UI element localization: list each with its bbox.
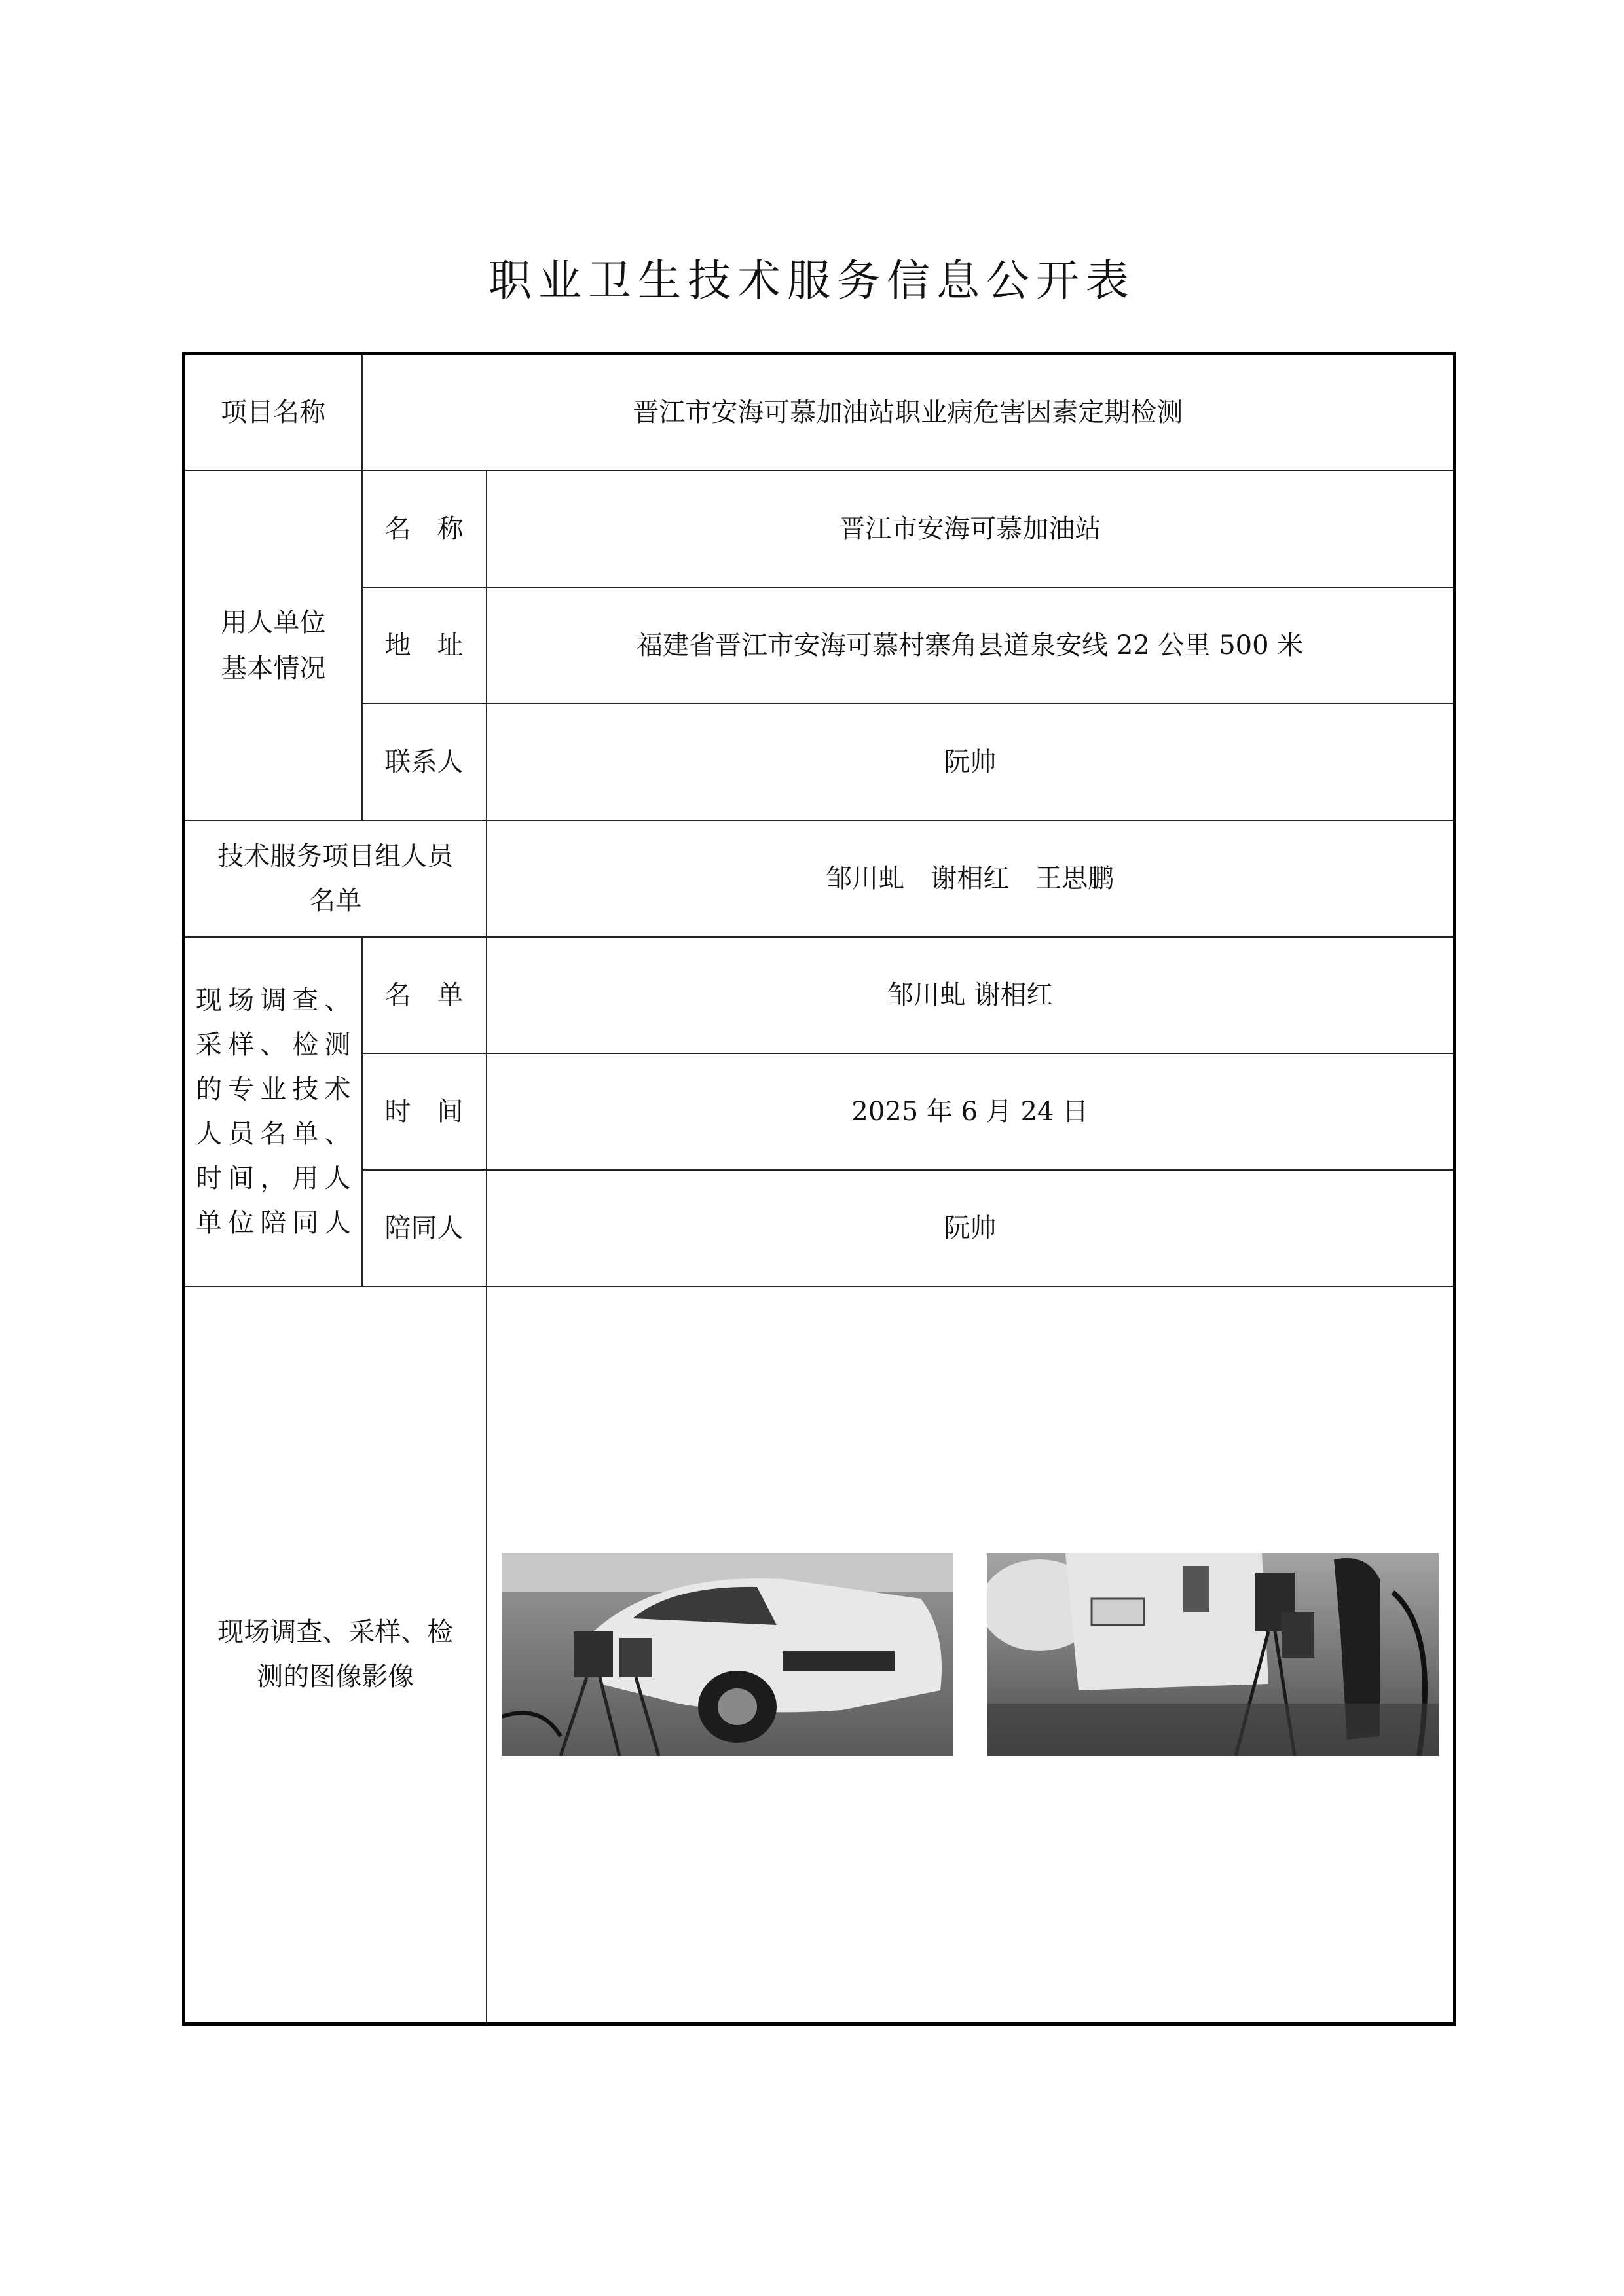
- survey-time-value: 2025 年 6 月 24 日: [487, 1053, 1455, 1170]
- page-title: 职业卫生技术服务信息公开表: [489, 255, 1135, 306]
- employer-group-label: [184, 471, 362, 820]
- row-employer-contact: [184, 704, 1455, 820]
- employer-contact-value: 阮帅: [487, 704, 1455, 820]
- employer-name-value: 晋江市安海可慕加油站: [487, 471, 1455, 587]
- row-employer-address: [184, 587, 1455, 704]
- images-label: [184, 1286, 487, 2024]
- sedan-photo-graphic: [502, 1553, 953, 1756]
- row-project: [184, 354, 1455, 471]
- images-cell: [487, 1286, 1455, 2024]
- row-survey-time: [184, 1053, 1455, 1170]
- row-survey-companion: [184, 1170, 1455, 1286]
- employer-address-label: 地 址: [362, 587, 487, 704]
- row-team: [184, 820, 1455, 937]
- employer-contact-label: 联系人: [362, 704, 487, 820]
- employer-address-value: 福建省晋江市安海可慕村寨角县道泉安线 22 公里 500 米: [487, 587, 1455, 704]
- employer-group-label-text: 用人单位 基本情况: [221, 607, 326, 683]
- survey-companion-value: 阮帅: [487, 1170, 1455, 1286]
- row-employer-name: [184, 471, 1455, 587]
- project-value: 晋江市安海可慕加油站职业病危害因素定期检测: [362, 354, 1455, 471]
- survey-time-label: 时 间: [362, 1053, 487, 1170]
- sampling-photo-sedan: [502, 1553, 953, 1756]
- team-label: [184, 820, 487, 937]
- sampling-photo-van: [987, 1553, 1439, 1756]
- survey-companion-label: 陪同人: [362, 1170, 487, 1286]
- survey-group-label: [184, 937, 362, 1286]
- photo-strip: [502, 1553, 1439, 1756]
- survey-group-label-text: 现场调查、采样、检测的专业技术人员名单、时间，用人单位陪同人: [196, 985, 351, 1238]
- van-photo-graphic: [987, 1553, 1439, 1756]
- survey-names-value: 邹川虬 谢相红: [487, 937, 1455, 1053]
- images-label-text: 现场调查、采样、检测的图像影像: [217, 1617, 454, 1692]
- project-label: 项目名称: [184, 354, 362, 471]
- employer-name-label: 名 称: [362, 471, 487, 587]
- team-value: 邹川虬 谢相红 王思鹏: [487, 820, 1455, 937]
- row-survey-names: [184, 937, 1455, 1053]
- survey-names-label: 名 单: [362, 937, 487, 1053]
- row-images: [184, 1286, 1455, 2024]
- team-label-text: 技术服务项目组人员名单: [217, 841, 454, 916]
- info-table: [182, 352, 1456, 2026]
